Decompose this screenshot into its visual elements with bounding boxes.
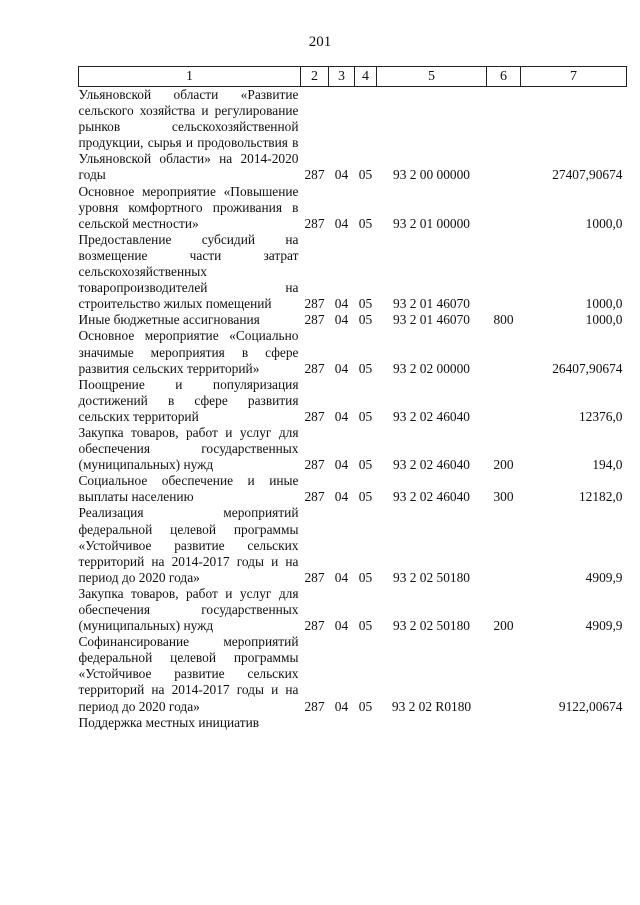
column-header-1: 1 xyxy=(79,67,301,87)
row-subsection-code: 05 xyxy=(358,167,373,183)
row-ministry-code: 287 xyxy=(304,489,325,505)
row-section-code: 04 xyxy=(334,489,349,505)
row-section-code: 04 xyxy=(334,296,349,312)
table-row xyxy=(79,425,627,473)
row-description: Поощрение и популяризация достижений в сфере развития сельских территорий xyxy=(78,376,299,424)
row-ministry-code: 287 xyxy=(304,698,325,714)
row-section-code: 04 xyxy=(334,215,349,231)
row-amount: 1000,0 xyxy=(585,215,623,231)
row-ministry-code: 287 xyxy=(304,569,325,585)
row-description: Закупка товаров, работ и услуг для обеспечения государственных (муниципальных) нужд xyxy=(78,424,299,473)
table-body xyxy=(79,87,627,731)
column-header-2: 2 xyxy=(301,67,329,87)
row-section-code: 04 xyxy=(334,360,349,376)
row-target-article: 93 2 01 00000 xyxy=(393,215,470,231)
row-target-article: 93 2 02 R0180 xyxy=(391,698,472,714)
row-subsection-code: 05 xyxy=(358,569,373,585)
row-target-article: 93 2 02 00000 xyxy=(393,360,470,376)
budget-table xyxy=(78,66,627,731)
row-subsection-code: 05 xyxy=(358,457,373,473)
table-row xyxy=(79,184,627,232)
row-amount xyxy=(521,715,627,731)
row-amount: 26407,90674 xyxy=(552,360,623,376)
table-row xyxy=(79,715,627,731)
table-row xyxy=(79,87,627,184)
row-description: Предоставление субсидий на возмещение части затрат сельскохозяйственных товаропроизводителей на строительство жилых помещений xyxy=(78,231,299,312)
column-header-4: 4 xyxy=(355,67,377,87)
row-expense-type: 800 xyxy=(493,312,514,328)
row-amount: 27407,90674 xyxy=(552,167,623,183)
table-row xyxy=(79,634,627,714)
row-amount: 194,0 xyxy=(592,457,623,473)
row-target-article xyxy=(377,715,487,731)
row-subsection-code: 05 xyxy=(358,296,373,312)
table-row xyxy=(79,328,627,376)
table-row xyxy=(79,232,627,312)
row-section-code: 04 xyxy=(334,312,349,328)
row-subsection-code xyxy=(355,715,377,731)
page-number: 201 xyxy=(308,34,332,50)
row-target-article: 93 2 00 00000 xyxy=(393,167,470,183)
column-header-3: 3 xyxy=(329,67,355,87)
row-expense-type xyxy=(487,377,521,425)
row-expense-type xyxy=(487,505,521,585)
row-expense-type xyxy=(487,715,521,731)
row-amount: 12182,0 xyxy=(578,489,623,505)
table-row xyxy=(79,505,627,585)
table-header-row xyxy=(79,67,627,87)
row-subsection-code: 05 xyxy=(358,360,373,376)
row-expense-type: 200 xyxy=(493,457,514,473)
row-description: Софинансирование мероприятий федеральной целевой программы «Устойчивое развитие сельских территорий на 2014-2017 годы и на период до 2020 года» xyxy=(78,634,299,714)
row-subsection-code: 05 xyxy=(358,698,373,714)
row-description: Закупка товаров, работ и услуг для обеспечения государственных (муниципальных) нужд xyxy=(78,585,299,634)
row-description: Иные бюджетные ассигнования xyxy=(78,312,260,328)
row-amount: 12376,0 xyxy=(578,408,623,424)
row-section-code: 04 xyxy=(334,618,349,634)
table-row xyxy=(79,473,627,505)
row-description: Реализация мероприятий федеральной целевой программы «Устойчивое развитие сельских территорий на 2014-2017 годы и на период до 2020 года» xyxy=(78,505,299,585)
column-header-7: 7 xyxy=(521,67,627,87)
row-expense-type: 300 xyxy=(493,489,514,505)
row-description: Основное мероприятие «Социально значимые мероприятия в сфере развития сельских территорий» xyxy=(78,328,299,376)
row-description: Основное мероприятие «Повышение уровня комфортного проживания в сельской местности» xyxy=(78,183,299,231)
row-ministry-code: 287 xyxy=(304,618,325,634)
row-section-code: 04 xyxy=(334,167,349,183)
row-description: Ульяновской области «Развитие сельского хозяйства и регулирование рынков сельскохозяйственной продукции, сырья и продовольствия в Ульяновской области» на 2014-2020 годы xyxy=(78,87,299,183)
table-row xyxy=(79,312,627,328)
row-expense-type xyxy=(487,232,521,312)
row-ministry-code: 287 xyxy=(304,215,325,231)
row-subsection-code: 05 xyxy=(358,618,373,634)
row-ministry-code: 287 xyxy=(304,457,325,473)
row-ministry-code: 287 xyxy=(304,312,325,328)
row-section-code: 04 xyxy=(334,569,349,585)
row-description: Социальное обеспечение и иные выплаты населению xyxy=(78,473,299,505)
row-target-article: 93 2 01 46070 xyxy=(393,312,470,328)
row-amount: 4909,9 xyxy=(585,618,623,634)
column-header-5: 5 xyxy=(377,67,487,87)
column-header-6: 6 xyxy=(487,67,521,87)
row-section-code: 04 xyxy=(334,457,349,473)
row-target-article: 93 2 02 46040 xyxy=(393,489,470,505)
row-target-article: 93 2 02 50180 xyxy=(393,569,470,585)
row-expense-type xyxy=(487,184,521,232)
row-ministry-code: 287 xyxy=(304,408,325,424)
table-row xyxy=(79,586,627,634)
row-target-article: 93 2 02 46040 xyxy=(393,408,470,424)
row-ministry-code: 287 xyxy=(304,296,325,312)
row-target-article: 93 2 02 50180 xyxy=(393,618,470,634)
row-expense-type xyxy=(487,328,521,376)
row-ministry-code xyxy=(301,715,329,731)
row-amount: 9122,00674 xyxy=(558,698,623,714)
row-target-article: 93 2 01 46070 xyxy=(393,296,470,312)
row-amount: 4909,9 xyxy=(585,569,623,585)
row-amount: 1000,0 xyxy=(585,296,623,312)
row-expense-type: 200 xyxy=(493,618,514,634)
row-description: Поддержка местных инициатив xyxy=(78,714,260,730)
table-row xyxy=(79,377,627,425)
row-section-code: 04 xyxy=(334,408,349,424)
row-ministry-code: 287 xyxy=(304,167,325,183)
row-subsection-code: 05 xyxy=(358,489,373,505)
row-subsection-code: 05 xyxy=(358,312,373,328)
row-expense-type xyxy=(487,87,521,184)
row-section-code xyxy=(329,715,355,731)
row-section-code: 04 xyxy=(334,698,349,714)
row-subsection-code: 05 xyxy=(358,408,373,424)
row-subsection-code: 05 xyxy=(358,215,373,231)
row-expense-type xyxy=(487,634,521,714)
row-ministry-code: 287 xyxy=(304,360,325,376)
row-target-article: 93 2 02 46040 xyxy=(393,457,470,473)
row-amount: 1000,0 xyxy=(585,312,623,328)
